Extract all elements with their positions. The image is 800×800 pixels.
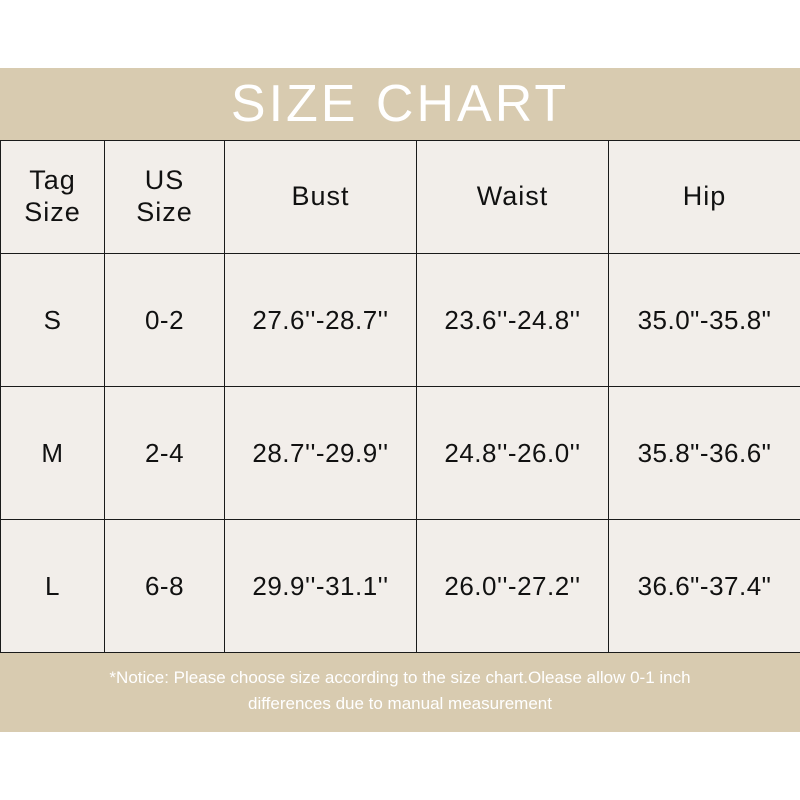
notice-line-1: *Notice: Please choose size according to the size chart.Olease allow 0-1 inch <box>109 668 691 687</box>
size-chart-table <box>0 140 800 653</box>
column-header-waist: Waist <box>417 141 609 254</box>
column-header-tag-size <box>1 141 105 254</box>
column-header-hip: Hip <box>609 141 800 254</box>
cell-us-size: 6-8 <box>105 520 225 653</box>
cell-us-size: 2-4 <box>105 387 225 520</box>
column-header-tag-size-line1: Tag <box>29 165 76 196</box>
cell-bust: 27.6''-28.7'' <box>225 254 417 387</box>
column-header-us-size-line2: Size <box>136 197 193 227</box>
notice-bar <box>0 653 800 732</box>
cell-tag-size: S <box>1 254 105 387</box>
title-bar <box>0 68 800 140</box>
notice-line-2: differences due to manual measurement <box>248 694 552 714</box>
cell-hip: 36.6"-37.4" <box>609 520 800 653</box>
page-title: SIZE CHART <box>230 75 570 133</box>
cell-tag-size: M <box>1 387 105 520</box>
column-header-us-size <box>105 141 225 254</box>
column-header-us-size-line1: US <box>144 165 185 196</box>
table-row <box>1 254 800 387</box>
table-header-row <box>1 141 800 254</box>
cell-hip: 35.8"-36.6" <box>609 387 800 520</box>
cell-bust: 29.9''-31.1'' <box>225 520 417 653</box>
table-row <box>1 387 800 520</box>
cell-waist: 26.0''-27.2'' <box>417 520 609 653</box>
cell-waist: 24.8''-26.0'' <box>417 387 609 520</box>
column-header-bust: Bust <box>225 141 417 254</box>
cell-waist: 23.6''-24.8'' <box>417 254 609 387</box>
cell-bust: 28.7''-29.9'' <box>225 387 417 520</box>
size-chart-container <box>0 68 800 732</box>
cell-hip: 35.0"-35.8" <box>609 254 800 387</box>
cell-us-size: 0-2 <box>105 254 225 387</box>
column-header-tag-size-line2: Size <box>24 197 81 227</box>
cell-tag-size: L <box>1 520 105 653</box>
table-row <box>1 520 800 653</box>
